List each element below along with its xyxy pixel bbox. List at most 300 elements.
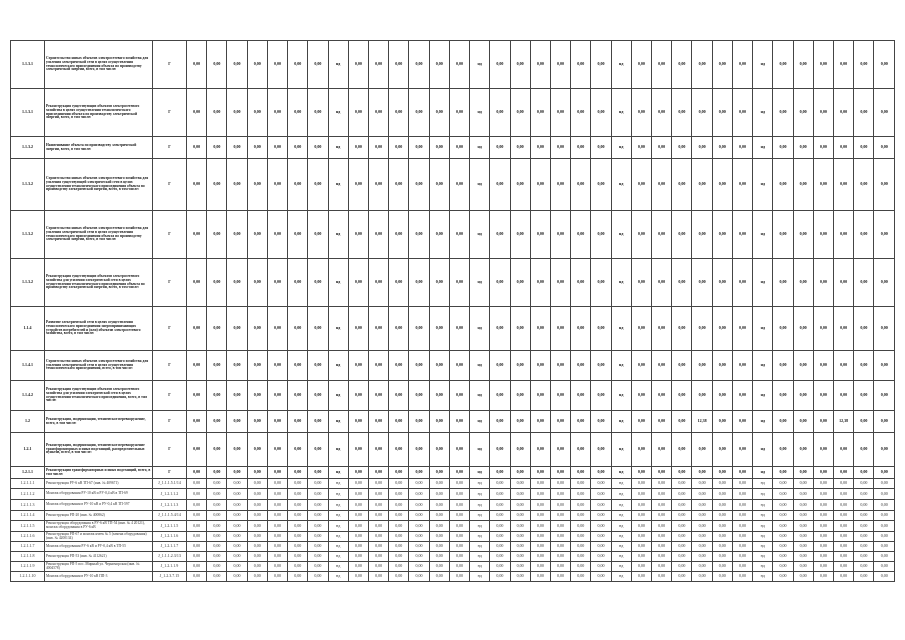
value-cell: 0,00 <box>409 307 429 351</box>
value-cell: 0,00 <box>308 500 328 511</box>
value-cell: 0,00 <box>429 467 449 479</box>
value-cell: 0,00 <box>247 259 267 307</box>
value-cell: 0,00 <box>672 411 692 433</box>
value-cell: 0,00 <box>793 41 813 89</box>
value-cell: 0,00 <box>813 137 833 159</box>
row-code: 1.2.1.1 <box>11 467 45 479</box>
value-cell: 0,00 <box>368 307 388 351</box>
value-cell: 0,00 <box>550 521 570 532</box>
value-cell: нд <box>753 479 773 489</box>
value-cell: 0,00 <box>591 433 611 467</box>
value-cell: 0,00 <box>267 89 287 137</box>
row-code: 1.2.1.1.10 <box>11 572 45 582</box>
value-cell: 0,00 <box>429 433 449 467</box>
value-cell: 0,00 <box>773 521 793 532</box>
value-cell: 0,00 <box>449 511 469 521</box>
value-cell: 0,00 <box>874 467 895 479</box>
value-cell: 0,00 <box>813 89 833 137</box>
value-cell: 0,00 <box>550 572 570 582</box>
value-cell: 0,00 <box>692 500 712 511</box>
value-cell: нд <box>753 41 773 89</box>
value-cell: 0,00 <box>672 562 692 572</box>
value-cell: 0,00 <box>288 521 308 532</box>
value-cell: 0,00 <box>510 211 530 259</box>
value-cell: 0,00 <box>530 411 550 433</box>
value-cell: 0,00 <box>389 159 409 211</box>
value-cell: 0,00 <box>247 351 267 381</box>
value-cell: 0,00 <box>267 211 287 259</box>
value-cell: 0,00 <box>187 467 207 479</box>
value-cell: 0,00 <box>308 89 328 137</box>
value-cell: нд <box>328 211 348 259</box>
value-cell: 0,00 <box>854 511 874 521</box>
value-cell: 0,00 <box>247 381 267 411</box>
value-cell: 0,00 <box>571 41 591 89</box>
value-cell: 0,00 <box>409 562 429 572</box>
value-cell: 0,00 <box>348 433 368 467</box>
value-cell: нд <box>470 500 490 511</box>
value-cell: 0,00 <box>207 259 227 307</box>
value-cell: 0,00 <box>692 467 712 479</box>
value-cell: 0,00 <box>187 521 207 532</box>
value-cell: 0,00 <box>187 411 207 433</box>
value-cell: 0,00 <box>187 532 207 542</box>
value-cell: 0,00 <box>389 489 409 500</box>
value-cell: нд <box>328 159 348 211</box>
value-cell: 0,00 <box>793 351 813 381</box>
value-cell: 0,00 <box>510 351 530 381</box>
value-cell: 0,00 <box>267 381 287 411</box>
value-cell: 0,00 <box>591 552 611 562</box>
value-cell: 0,00 <box>834 572 854 582</box>
value-cell: 0,00 <box>854 489 874 500</box>
row-name: Монтаж оборудования РУ-10 кВ и РУ-0,4 кВ в ТП-69 <box>45 489 153 500</box>
value-cell: нд <box>611 381 631 411</box>
value-cell: 0,00 <box>308 521 328 532</box>
value-cell: 0,00 <box>591 89 611 137</box>
value-cell: 0,00 <box>187 489 207 500</box>
value-cell: 0,00 <box>550 381 570 411</box>
value-cell: 0,00 <box>389 479 409 489</box>
value-cell: 0,00 <box>227 159 247 211</box>
value-cell: 0,00 <box>449 572 469 582</box>
value-cell: 0,00 <box>712 542 732 552</box>
value-cell: 0,00 <box>672 572 692 582</box>
value-cell: нд <box>753 211 773 259</box>
value-cell: 0,00 <box>247 159 267 211</box>
value-cell: 0,00 <box>571 500 591 511</box>
value-cell: 0,00 <box>449 532 469 542</box>
value-cell: 0,00 <box>692 521 712 532</box>
value-cell: 0,00 <box>288 562 308 572</box>
value-cell: 0,00 <box>348 411 368 433</box>
value-cell: 0,00 <box>308 259 328 307</box>
value-cell: 0,00 <box>773 307 793 351</box>
value-cell: 0,00 <box>247 411 267 433</box>
value-cell: 0,00 <box>409 381 429 411</box>
row-name: Реконструкция, модернизация, техническое перевооружение трансформаторных и иных подстанций, распределительных пунктов, всего, в том числе: <box>45 433 153 467</box>
value-cell: 0,00 <box>813 489 833 500</box>
value-cell: 0,00 <box>854 381 874 411</box>
value-cell: нд <box>328 542 348 552</box>
value-cell: 0,00 <box>793 489 813 500</box>
row-id-cell: Г <box>153 41 187 89</box>
value-cell: 0,00 <box>571 159 591 211</box>
value-cell: 0,00 <box>712 479 732 489</box>
value-cell: 0,00 <box>672 511 692 521</box>
value-cell: 0,00 <box>267 562 287 572</box>
value-cell: 0,00 <box>692 532 712 542</box>
value-cell: 0,00 <box>732 41 752 89</box>
value-cell: нд <box>753 521 773 532</box>
value-cell: 0,00 <box>510 137 530 159</box>
table-row <box>11 381 895 411</box>
value-cell: 0,00 <box>429 500 449 511</box>
value-cell: 0,00 <box>732 500 752 511</box>
value-cell: 0,00 <box>429 521 449 532</box>
value-cell: 0,00 <box>348 479 368 489</box>
row-id-cell: Г <box>153 467 187 479</box>
value-cell: 0,00 <box>672 259 692 307</box>
value-cell: 0,00 <box>793 467 813 479</box>
value-cell: 0,00 <box>308 137 328 159</box>
value-cell: 0,00 <box>591 381 611 411</box>
value-cell: 0,00 <box>874 572 895 582</box>
row-name: Реконструкция РУ-6 кВ ТП-67 (инв. № 409671) <box>45 479 153 489</box>
value-cell: 0,00 <box>773 542 793 552</box>
value-cell: 0,00 <box>631 159 651 211</box>
value-cell: 0,00 <box>368 552 388 562</box>
value-cell: 0,00 <box>348 552 368 562</box>
value-cell: 0,00 <box>550 562 570 572</box>
value-cell: 0,00 <box>530 542 550 552</box>
value-cell: 0,00 <box>732 137 752 159</box>
value-cell: 0,00 <box>631 552 651 562</box>
value-cell: 0,00 <box>368 259 388 307</box>
value-cell: 0,00 <box>490 500 510 511</box>
value-cell: 0,00 <box>247 211 267 259</box>
value-cell: 0,00 <box>267 137 287 159</box>
value-cell: 0,00 <box>530 259 550 307</box>
row-code: 1.2.1.1.1 <box>11 479 45 489</box>
value-cell: 0,00 <box>389 552 409 562</box>
value-cell: 0,00 <box>247 307 267 351</box>
value-cell: 0,00 <box>813 433 833 467</box>
value-cell: 0,00 <box>207 521 227 532</box>
value-cell: 0,00 <box>652 411 672 433</box>
value-cell: 0,00 <box>187 479 207 489</box>
value-cell: 0,00 <box>732 479 752 489</box>
value-cell: 0,00 <box>389 411 409 433</box>
row-code: 1.2.1.1.3 <box>11 500 45 511</box>
value-cell: 0,00 <box>449 159 469 211</box>
value-cell: 0,00 <box>874 381 895 411</box>
value-cell: 0,00 <box>834 89 854 137</box>
value-cell: нд <box>328 500 348 511</box>
value-cell: 0,00 <box>813 467 833 479</box>
value-cell: 0,00 <box>510 159 530 211</box>
value-cell: 0,00 <box>813 411 833 433</box>
value-cell: 0,00 <box>692 479 712 489</box>
value-cell: 0,00 <box>773 41 793 89</box>
value-cell: 0,00 <box>550 259 570 307</box>
value-cell: нд <box>328 411 348 433</box>
value-cell: 0,00 <box>267 159 287 211</box>
value-cell: 0,00 <box>591 259 611 307</box>
value-cell: 0,00 <box>288 41 308 89</box>
value-cell: 0,00 <box>652 479 672 489</box>
value-cell: 0,00 <box>429 351 449 381</box>
value-cell: 0,00 <box>227 137 247 159</box>
value-cell: нд <box>753 511 773 521</box>
value-cell: 0,00 <box>207 159 227 211</box>
value-cell: 0,00 <box>672 381 692 411</box>
value-cell: 0,00 <box>732 532 752 542</box>
row-name: Реконструкция РП-67 и монтаж ячеек № 5 (замена оборудования) (инв. № 4200134) <box>45 532 153 542</box>
value-cell: 0,00 <box>368 159 388 211</box>
value-cell: 0,00 <box>854 159 874 211</box>
value-cell: 0,00 <box>692 211 712 259</box>
value-cell: 0,00 <box>288 500 308 511</box>
value-cell: 0,00 <box>712 500 732 511</box>
row-name: Реконструкция оборудования в РУ-6 кВ ТП-54 (инв. № 4 20121), монтаж оборудования в РУ-6 кВ <box>45 521 153 532</box>
value-cell: 0,00 <box>652 89 672 137</box>
value-cell: 0,00 <box>854 351 874 381</box>
value-cell: 0,00 <box>834 511 854 521</box>
value-cell: 0,00 <box>813 41 833 89</box>
value-cell: 0,00 <box>490 381 510 411</box>
value-cell: нд <box>611 542 631 552</box>
value-cell: 0,00 <box>631 542 651 552</box>
value-cell: 0,00 <box>712 307 732 351</box>
value-cell: 0,00 <box>672 489 692 500</box>
value-cell: 0,00 <box>631 211 651 259</box>
value-cell: 0,00 <box>389 307 409 351</box>
row-name: Реконструкция существующих объектов электросетевого хозяйства для усиления электрической сети в целях осуществления технологического присоединения объекта по производству электрической энергии, всего, в том числе: <box>45 259 153 307</box>
row-id-cell: Г <box>153 89 187 137</box>
value-cell: 0,00 <box>834 307 854 351</box>
value-cell: 0,00 <box>449 562 469 572</box>
value-cell: нд <box>328 511 348 521</box>
value-cell: 0,00 <box>813 211 833 259</box>
value-cell: 0,00 <box>308 433 328 467</box>
table-row <box>11 211 895 259</box>
value-cell: 0,00 <box>429 259 449 307</box>
value-cell: 0,00 <box>874 259 895 307</box>
value-cell: 0,00 <box>429 552 449 562</box>
value-cell: 0,00 <box>530 572 550 582</box>
value-cell: нд <box>753 542 773 552</box>
value-cell: 0,00 <box>672 542 692 552</box>
value-cell: 0,00 <box>227 500 247 511</box>
value-cell: 0,00 <box>227 89 247 137</box>
value-cell: 0,00 <box>267 351 287 381</box>
value-cell: 0,00 <box>490 211 510 259</box>
value-cell: 0,00 <box>490 562 510 572</box>
row-id-cell: J_1.1.1.5.4/14 <box>153 511 187 521</box>
value-cell: 0,00 <box>550 467 570 479</box>
value-cell: 0,00 <box>712 521 732 532</box>
row-id-cell: Г <box>153 159 187 211</box>
value-cell: нд <box>328 307 348 351</box>
row-id-cell: Г <box>153 211 187 259</box>
value-cell: 0,00 <box>207 562 227 572</box>
value-cell: 0,00 <box>510 532 530 542</box>
value-cell: 0,00 <box>247 467 267 479</box>
value-cell: 0,00 <box>247 137 267 159</box>
value-cell: 0,00 <box>348 467 368 479</box>
row-code: 1.1.4.1 <box>11 351 45 381</box>
value-cell: 0,00 <box>267 259 287 307</box>
value-cell: 0,00 <box>267 552 287 562</box>
value-cell: 0,00 <box>571 307 591 351</box>
value-cell: 0,00 <box>773 511 793 521</box>
value-cell: 0,00 <box>732 307 752 351</box>
value-cell: 0,00 <box>409 479 429 489</box>
table-row <box>11 137 895 159</box>
value-cell: нд <box>611 532 631 542</box>
value-cell: 0,00 <box>267 41 287 89</box>
value-cell: 0,00 <box>874 159 895 211</box>
value-cell: 0,00 <box>631 500 651 511</box>
value-cell: нд <box>753 307 773 351</box>
value-cell: 0,00 <box>631 411 651 433</box>
value-cell: 0,00 <box>854 532 874 542</box>
value-cell: 0,00 <box>854 552 874 562</box>
value-cell: нд <box>753 433 773 467</box>
value-cell: нд <box>470 137 490 159</box>
value-cell: 0,00 <box>288 489 308 500</box>
value-cell: нд <box>611 467 631 479</box>
value-cell: 0,00 <box>712 137 732 159</box>
table-row <box>11 562 895 572</box>
value-cell: 0,00 <box>874 521 895 532</box>
value-cell: 0,00 <box>530 433 550 467</box>
value-cell: 0,00 <box>449 411 469 433</box>
value-cell: 0,00 <box>308 572 328 582</box>
value-cell: 0,00 <box>409 511 429 521</box>
value-cell: 0,00 <box>652 259 672 307</box>
value-cell: 0,00 <box>591 511 611 521</box>
value-cell: 0,00 <box>813 479 833 489</box>
value-cell: 0,00 <box>631 511 651 521</box>
value-cell: нд <box>753 562 773 572</box>
value-cell: 0,00 <box>348 521 368 532</box>
value-cell: 0,00 <box>187 381 207 411</box>
value-cell: нд <box>470 467 490 479</box>
value-cell: 0,00 <box>712 572 732 582</box>
value-cell: 0,00 <box>530 511 550 521</box>
value-cell: 0,00 <box>449 542 469 552</box>
value-cell: 0,00 <box>187 89 207 137</box>
value-cell: нд <box>611 159 631 211</box>
value-cell: 0,00 <box>429 562 449 572</box>
value-cell: 0,00 <box>409 137 429 159</box>
value-cell: 0,00 <box>449 381 469 411</box>
row-name: Реконструкция, модернизация, техническое перевооружение, всего, в том числе: <box>45 411 153 433</box>
value-cell: 0,00 <box>490 259 510 307</box>
value-cell: нд <box>328 433 348 467</box>
value-cell: 0,00 <box>591 479 611 489</box>
value-cell: 0,00 <box>874 433 895 467</box>
value-cell: 0,00 <box>631 479 651 489</box>
value-cell: 0,00 <box>591 532 611 542</box>
value-cell: 0,00 <box>288 411 308 433</box>
value-cell: 0,00 <box>368 511 388 521</box>
row-id-cell: J_1.2.1.1.7 <box>153 542 187 552</box>
value-cell: 0,00 <box>187 307 207 351</box>
value-cell: 0,00 <box>207 307 227 351</box>
value-cell: 0,00 <box>187 351 207 381</box>
value-cell: нд <box>611 479 631 489</box>
value-cell: нд <box>470 532 490 542</box>
value-cell: 0,00 <box>672 89 692 137</box>
value-cell: нд <box>328 467 348 479</box>
value-cell: 0,00 <box>490 89 510 137</box>
value-cell: 0,00 <box>389 532 409 542</box>
value-cell: 0,00 <box>874 511 895 521</box>
value-cell: 0,00 <box>732 433 752 467</box>
value-cell: 0,00 <box>854 521 874 532</box>
value-cell: 0,00 <box>874 542 895 552</box>
value-cell: 0,00 <box>267 433 287 467</box>
value-cell: 0,00 <box>692 511 712 521</box>
row-id-cell: J_1.2.1.1.9 <box>153 562 187 572</box>
value-cell: 0,00 <box>510 562 530 572</box>
value-cell: 0,00 <box>854 41 874 89</box>
value-cell: нд <box>328 532 348 542</box>
value-cell: 0,00 <box>449 211 469 259</box>
value-cell: 0,00 <box>490 41 510 89</box>
value-cell: 0,00 <box>227 467 247 479</box>
value-cell: 0,00 <box>227 351 247 381</box>
value-cell: 0,00 <box>308 552 328 562</box>
row-id-cell: J_1.1.1.5.1/14 <box>153 479 187 489</box>
value-cell: 0,00 <box>591 489 611 500</box>
value-cell: 0,00 <box>571 89 591 137</box>
value-cell: 0,00 <box>591 211 611 259</box>
value-cell: 0,00 <box>530 479 550 489</box>
value-cell: нд <box>753 137 773 159</box>
value-cell: 0,00 <box>490 489 510 500</box>
value-cell: 0,00 <box>732 381 752 411</box>
value-cell: 0,00 <box>793 137 813 159</box>
row-name: Монтаж оборудования в РУ-10 кВ ПП-3 <box>45 572 153 582</box>
value-cell: 0,00 <box>429 572 449 582</box>
value-cell: 0,00 <box>187 159 207 211</box>
value-cell: 0,00 <box>368 489 388 500</box>
value-cell: 0,00 <box>732 351 752 381</box>
value-cell: 0,00 <box>652 159 672 211</box>
value-cell: 0,00 <box>490 159 510 211</box>
value-cell: 12,38 <box>834 411 854 433</box>
value-cell: 0,00 <box>348 381 368 411</box>
value-cell: 0,00 <box>732 562 752 572</box>
value-cell: 0,00 <box>368 411 388 433</box>
value-cell: 0,00 <box>672 307 692 351</box>
value-cell: 0,00 <box>631 381 651 411</box>
value-cell: 0,00 <box>348 259 368 307</box>
value-cell: 0,00 <box>591 467 611 479</box>
value-cell: 0,00 <box>854 137 874 159</box>
value-cell: 0,00 <box>591 41 611 89</box>
row-id-cell: Г <box>153 307 187 351</box>
value-cell: 0,00 <box>490 532 510 542</box>
value-cell: 0,00 <box>187 259 207 307</box>
table-row <box>11 500 895 511</box>
value-cell: 0,00 <box>793 433 813 467</box>
value-cell: 0,00 <box>834 159 854 211</box>
